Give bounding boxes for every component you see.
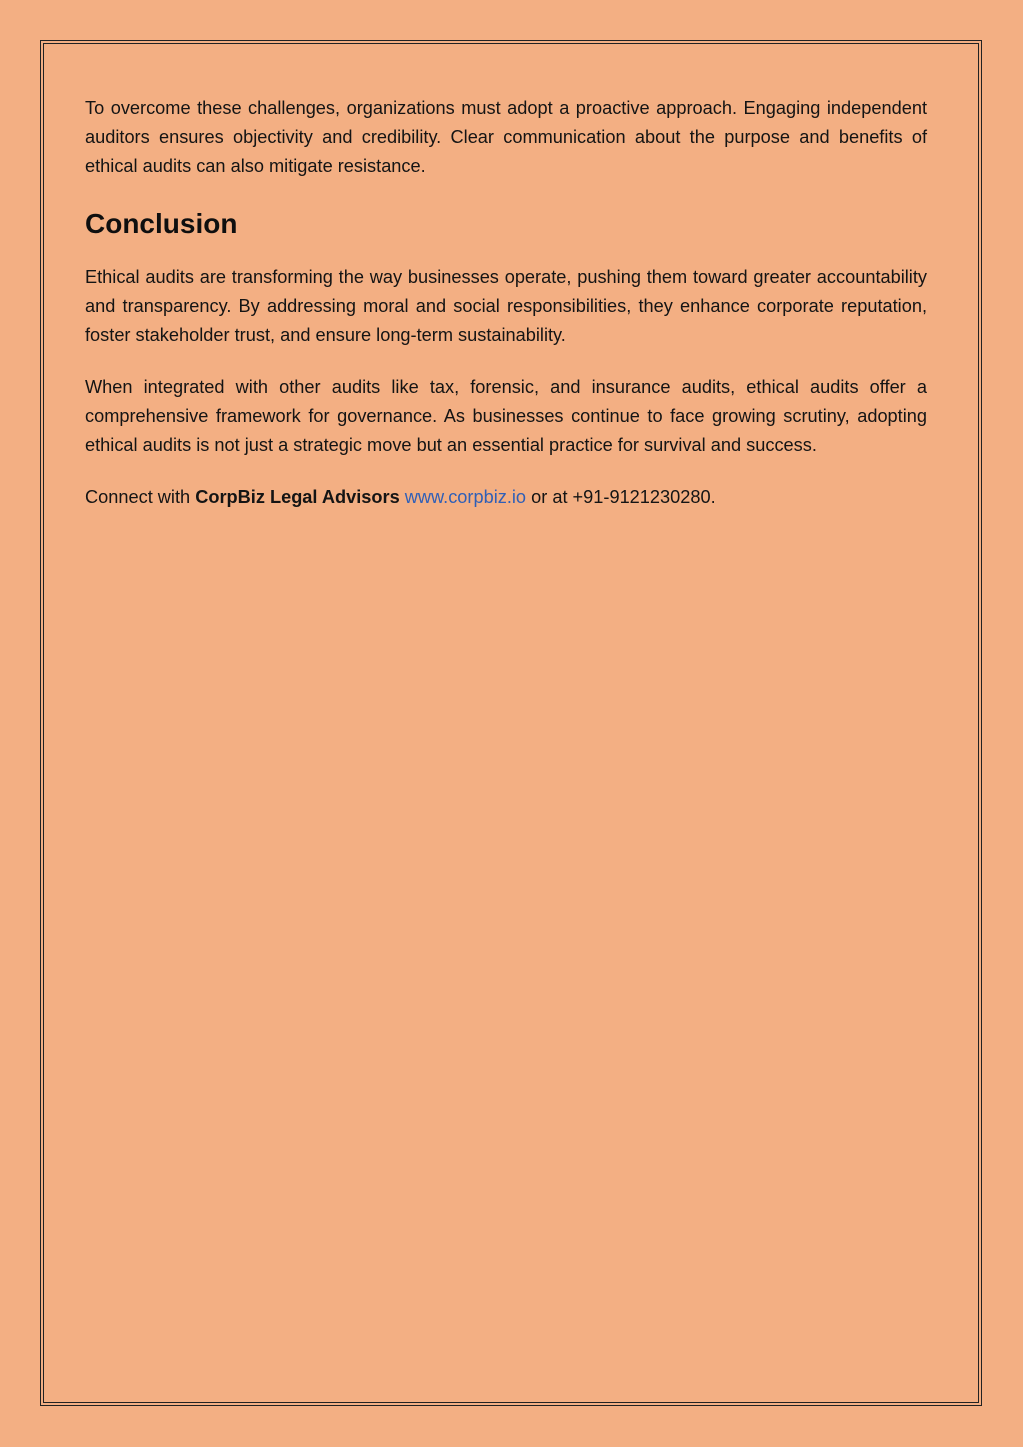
contact-prefix: Connect with (85, 487, 196, 507)
intro-paragraph: To overcome these challenges, organizations must adopt a proactive approach. Engaging independent auditors ensures objectivity and credibility. Clear communication about the purpose and benefits of ethical audits can also mitigate resistance. (85, 98, 927, 176)
contact-line (85, 483, 927, 512)
conclusion-heading: Conclusion (85, 208, 238, 239)
document-content (85, 94, 927, 535)
website-link[interactable]: www.corpbiz.io (404, 487, 527, 507)
contact-suffix: or at +91-9121230280. (526, 487, 716, 507)
conclusion-paragraph-1: Ethical audits are transforming the way businesses operate, pushing them toward greater accountability and transparency. By addressing moral and social responsibilities, they enhance corporate reputation, foster stakeholder trust, and ensure long-term sustainability. (85, 267, 927, 345)
brand-name: CorpBiz Legal Advisors (195, 487, 400, 507)
conclusion-paragraph-2: When integrated with other audits like tax, forensic, and insurance audits, ethical audits offer a comprehensive framework for governance. As businesses continue to face growing scrutiny, adopting ethical audits is not just a strategic move but an essential practice for survival and success. (85, 377, 927, 455)
